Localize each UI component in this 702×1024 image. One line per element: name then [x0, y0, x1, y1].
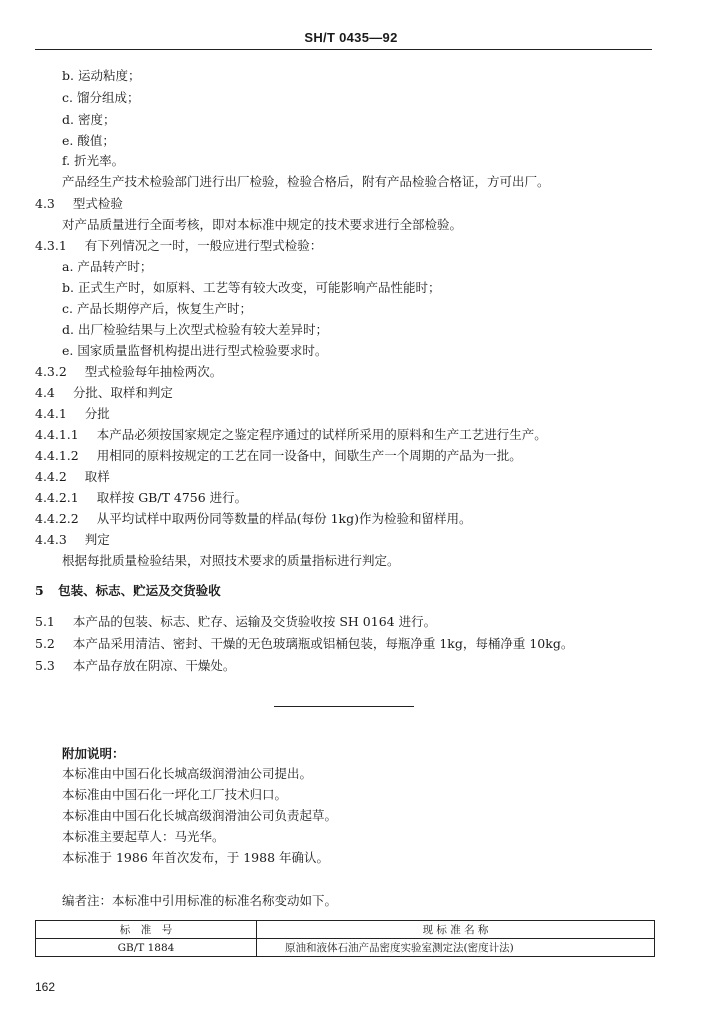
section-text: 有下列情况之一时，一般应进行型式检验：: [84, 238, 323, 253]
section-text: 本产品采用清洁、密封、干燥的无色玻璃瓶或铝桶包装，每瓶净重 1kg，每桶净重 10kg。: [72, 636, 574, 651]
list-item: b. 运动粘度；: [62, 68, 141, 83]
list-item: c. 产品长期停产后，恢复生产时；: [62, 301, 252, 316]
note-line: 本标准由中国石化长城高级润滑油公司提出。: [62, 766, 313, 781]
section-4-4-2-2: [35, 511, 471, 527]
section-4-4-2: [35, 469, 110, 485]
list-item: b. 正式生产时，如原料、工艺等有较大改变，可能影响产品性能时；: [62, 280, 441, 295]
list-item: e. 酸值；: [62, 133, 115, 148]
section-number: 4.4.3: [35, 532, 67, 547]
section-title: 取样: [84, 469, 110, 484]
table-header-standard-name: 现 标 准 名 称: [257, 921, 655, 939]
section-number: 5: [35, 583, 44, 598]
section-number: 4.4.1: [35, 406, 67, 421]
list-item: c. 馏分组成；: [62, 90, 140, 105]
section-title: 分批、取样和判定: [72, 385, 173, 400]
section-4-4-1: [35, 406, 110, 422]
section-number: 4.4.2: [35, 469, 67, 484]
section-title: 型式检验: [72, 196, 123, 211]
section-number: 4.3.2: [35, 364, 67, 379]
note-line: 本标准于 1986 年首次发布，于 1988 年确认。: [62, 850, 330, 865]
section-text: 用相同的原料按规定的工艺在同一设备中，间歇生产一个周期的产品为一批。: [96, 448, 522, 463]
section-text: 本产品必须按国家规定之鉴定程序通过的试样所采用的原料和生产工艺进行生产。: [96, 427, 547, 442]
section-4-4: [35, 385, 173, 401]
section-number: 5.1: [35, 614, 55, 629]
section-number: 4.3.1: [35, 238, 67, 253]
section-title: 判定: [84, 532, 110, 547]
header-rule: [35, 49, 652, 50]
table-header-standard-no: 标 准 号: [36, 921, 257, 939]
editor-note: 编者注：本标准中引用标准的标准名称变动如下。: [62, 893, 338, 908]
note-line: 本标准由中国石化一坪化工厂技术归口。: [62, 787, 288, 802]
list-item: d. 出厂检验结果与上次型式检验有较大差异时；: [62, 322, 328, 337]
section-4-4-1-1: [35, 427, 547, 443]
paragraph-type-inspection: 对产品质量进行全面考核，即对本标准中规定的技术要求进行全部检验。: [62, 217, 463, 232]
section-5-3: [35, 658, 235, 674]
note-line: 本标准由中国石化长城高级润滑油公司负责起草。: [62, 808, 338, 823]
section-5-2: [35, 636, 573, 652]
list-item: d. 密度；: [62, 112, 116, 127]
notes-title: 附加说明：: [62, 746, 125, 761]
list-item: f. 折光率。: [62, 153, 125, 168]
table-cell-standard-no: GB/T 1884: [36, 939, 257, 957]
section-4-3: [35, 196, 123, 212]
page-header-code: SH/T 0435—92: [304, 30, 398, 45]
paragraph-judgement: 根据每批质量检验结果，对照技术要求的质量指标进行判定。: [62, 553, 400, 568]
section-text: 取样按 GB/T 4756 进行。: [96, 490, 248, 505]
section-number: 4.4.1.2: [35, 448, 79, 463]
section-text: 从平均试样中取两份同等数量的样品(每份 1kg)作为检验和留样用。: [96, 511, 472, 526]
section-text: 本产品存放在阴凉、干燥处。: [72, 658, 236, 673]
section-4-4-3: [35, 532, 110, 548]
list-item: a. 产品转产时；: [62, 259, 153, 274]
section-5: [35, 583, 221, 599]
section-number: 5.3: [35, 658, 55, 673]
section-4-3-1: [35, 238, 322, 254]
section-number: 4.4.2.2: [35, 511, 79, 526]
section-number: 4.4: [35, 385, 55, 400]
section-number: 4.4.2.1: [35, 490, 79, 505]
section-4-4-2-1: [35, 490, 247, 506]
section-title: 分批: [84, 406, 110, 421]
table-header-row: [36, 921, 655, 939]
section-4-3-2: [35, 364, 222, 380]
table-row: [36, 939, 655, 957]
section-number: 4.4.1.1: [35, 427, 79, 442]
page-number: 162: [35, 980, 56, 994]
section-text: 本产品的包装、标志、贮存、运输及交货验收按 SH 0164 进行。: [72, 614, 437, 629]
section-4-4-1-2: [35, 448, 522, 464]
list-item: e. 国家质量监督机构提出进行型式检验要求时。: [62, 343, 328, 358]
note-line: 本标准主要起草人：马光华。: [62, 829, 225, 844]
section-title: 包装、标志、贮运及交货验收: [58, 583, 221, 598]
section-number: 4.3: [35, 196, 55, 211]
standard-reference-table: [35, 920, 655, 957]
section-number: 5.2: [35, 636, 55, 651]
section-text: 型式检验每年抽检两次。: [84, 364, 223, 379]
section-5-1: [35, 614, 436, 630]
paragraph-factory-inspection: 产品经生产技术检验部门进行出厂检验，检验合格后，附有产品检验合格证，方可出厂。: [62, 174, 550, 189]
table-cell-standard-name: 原油和液体石油产品密度实验室测定法(密度计法): [257, 939, 655, 957]
end-divider: [274, 706, 414, 707]
